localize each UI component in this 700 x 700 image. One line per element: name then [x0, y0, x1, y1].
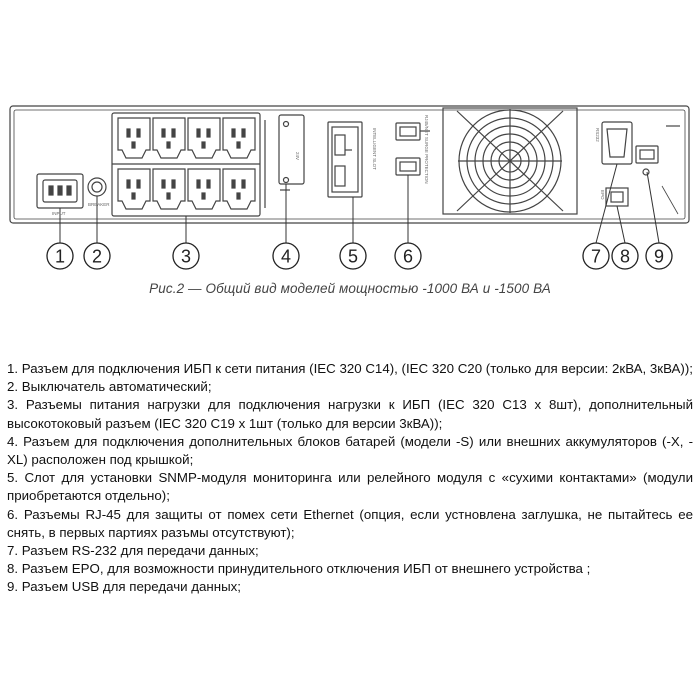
callout-6: [395, 243, 421, 269]
callout-number: 7: [590, 246, 602, 267]
breaker-switch: [88, 178, 106, 196]
outlet-socket: [188, 118, 220, 158]
legend-item: 1. Разъем для подключения ИБП к сети питания (IEC 320 C14), (IEC 320 C20 (только для версии: 2кВА, 3кВА));: [7, 361, 693, 376]
epo-label: EPO: [600, 190, 605, 200]
callout-9: [646, 243, 672, 269]
outlet-socket: [118, 169, 150, 209]
legend-item: 2. Выключатель автоматический;: [7, 379, 212, 395]
outlet-socket: [223, 169, 255, 209]
callout-1: [47, 243, 73, 269]
callout-number: 9: [653, 246, 665, 267]
callout-4: [273, 243, 299, 269]
rs232-label: RS232: [595, 128, 600, 142]
outlet-socket: [153, 169, 185, 209]
surge-label: RJ45/NET SURGE PROTECTION: [424, 115, 429, 184]
figure-caption: Рис.2 — Общий вид моделей мощностью -1000 ВА и -1500 ВА: [149, 281, 551, 296]
callout-7: [583, 243, 609, 269]
cooling-fan: [443, 108, 577, 214]
input-socket: [37, 174, 83, 208]
callout-5: [340, 243, 366, 269]
callout-2: [84, 243, 110, 269]
callout-8: [612, 243, 638, 269]
callout-number: 6: [402, 246, 414, 267]
outlet-socket: [118, 118, 150, 158]
rs232-port: [602, 122, 632, 164]
callout-3: [173, 243, 199, 269]
slot-label: INTELLIGENT SLOT: [372, 128, 377, 170]
legend-item: 4. Разъем для подключения дополнительных блоков батарей (модели -S) или внешних аккумуляторов (-X, -XL) расположен под крышкой;: [7, 433, 693, 468]
legend-item: 5. Слот для установки SNMP-модуля мониторинга или релейного модуля с «сухими контактами» (модули приобретаются отдельно);: [7, 470, 693, 504]
callout-number: 4: [280, 246, 292, 267]
callout-number: 3: [180, 246, 192, 267]
component-legend: [7, 360, 693, 597]
legend-item: 7. Разъем RS-232 для передачи данных;: [7, 543, 259, 559]
outlet-socket: [188, 169, 220, 209]
callout-number: 1: [54, 246, 66, 267]
battery-label: 24V: [295, 152, 300, 161]
callout-number: 2: [91, 246, 103, 267]
intelligent-slot: [328, 122, 362, 197]
callout-number: 5: [347, 246, 359, 267]
legend-item: 6. Разъемы RJ-45 для защиты от помех сети Ethernet (опция, если устновлена заглушка, не пытайтесь ее снять, в первых партиях разъмы отсутствуют);: [7, 506, 693, 540]
outlet-bank: [112, 113, 260, 216]
ups-rear-panel-diagram: [0, 0, 700, 310]
outlet-socket: [153, 118, 185, 158]
battery-connector-cover: [265, 115, 304, 208]
epo-port: [606, 188, 628, 206]
usb-port: [636, 126, 680, 214]
legend-item: 9. Разъем USB для передачи данных;: [7, 579, 241, 595]
input-label: INPUT: [52, 211, 66, 216]
outlet-socket: [223, 118, 255, 158]
breaker-label: BREAKER: [88, 202, 110, 207]
callout-number: 8: [619, 246, 631, 267]
legend-item: 8. Разъем EPO, для возможности принудительного отключения ИБП от внешнего устройства ;: [7, 561, 591, 577]
legend-item: 3. Разъемы питания нагрузки для подключения нагрузки к ИБП (IEC 320 C13 x 8шт), дополнительный высокотоковый разъем (IEC 320 C19 x 1шт (только для версии 3кВА));: [7, 397, 693, 431]
